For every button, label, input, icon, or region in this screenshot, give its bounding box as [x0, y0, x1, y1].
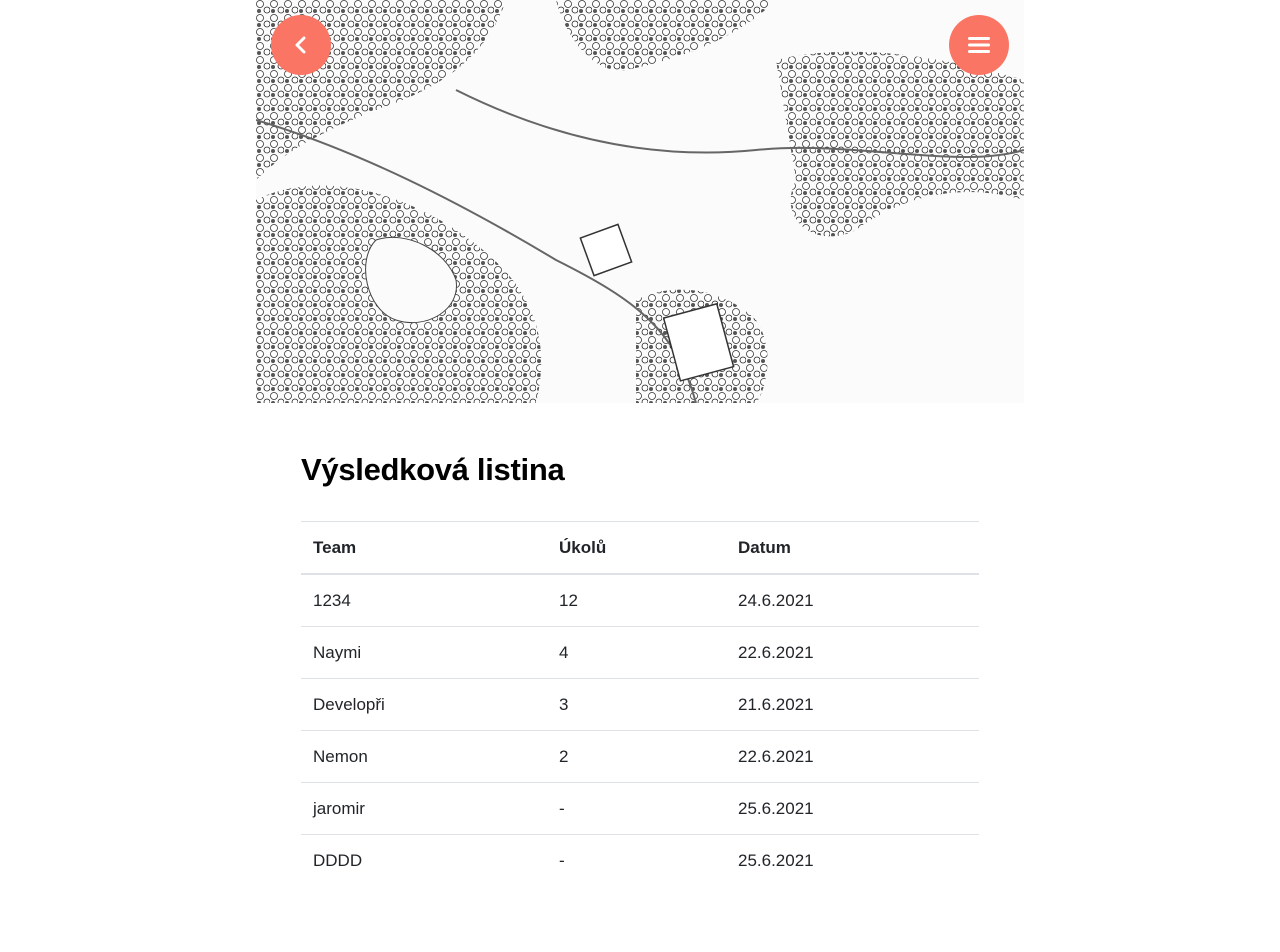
date-cell: 22.6.2021: [726, 627, 979, 679]
tasks-cell: 2: [547, 731, 726, 783]
results-table: [301, 521, 979, 886]
date-cell: 22.6.2021: [726, 731, 979, 783]
table-row: [301, 627, 979, 679]
team-cell: Nemon: [301, 731, 547, 783]
tasks-cell: -: [547, 835, 726, 887]
team-cell: jaromir: [301, 783, 547, 835]
column-header-team: Team: [301, 522, 547, 575]
date-cell: 25.6.2021: [726, 783, 979, 835]
table-row: [301, 835, 979, 887]
column-header-tasks: Úkolů: [547, 522, 726, 575]
page-title: Výsledková listina: [301, 452, 565, 487]
tasks-cell: -: [547, 783, 726, 835]
table-row: [301, 731, 979, 783]
hero-map-image: [256, 0, 1024, 403]
tasks-cell: 12: [547, 574, 726, 627]
back-button[interactable]: [271, 15, 331, 75]
tasks-cell: 3: [547, 679, 726, 731]
chevron-left-icon: [291, 35, 311, 55]
team-cell: Developři: [301, 679, 547, 731]
team-cell: 1234: [301, 574, 547, 627]
team-cell: DDDD: [301, 835, 547, 887]
menu-button[interactable]: [949, 15, 1009, 75]
table-header-row: [301, 522, 979, 575]
tasks-cell: 4: [547, 627, 726, 679]
date-cell: 21.6.2021: [726, 679, 979, 731]
map-illustration: [256, 0, 1024, 403]
column-header-date: Datum: [726, 522, 979, 575]
date-cell: 25.6.2021: [726, 835, 979, 887]
table-row: [301, 783, 979, 835]
date-cell: 24.6.2021: [726, 574, 979, 627]
team-cell: Naymi: [301, 627, 547, 679]
table-row: [301, 679, 979, 731]
hamburger-menu-icon: [968, 35, 990, 55]
table-row: [301, 574, 979, 627]
